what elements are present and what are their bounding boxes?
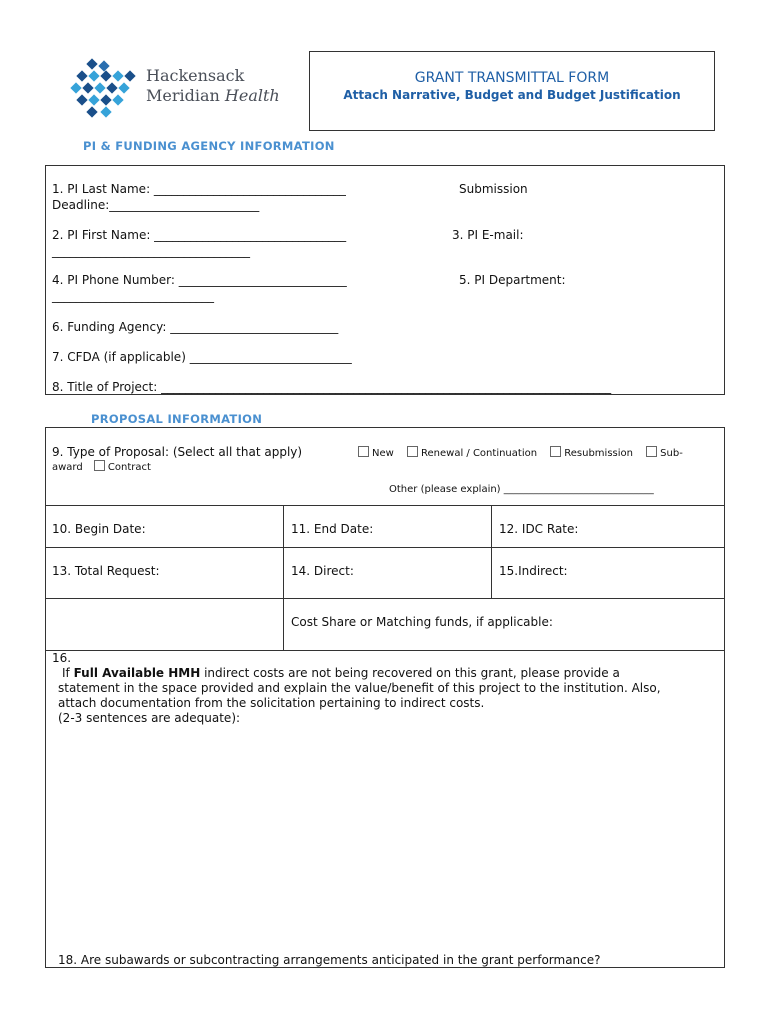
q16-response-area[interactable] [52,730,717,940]
pi-department-field[interactable]: 5. PI Department: [459,273,566,287]
cost-share-field[interactable]: Cost Share or Matching funds, if applicable: [291,615,553,629]
other-explain-field[interactable]: Other (please explain) ______________________________ [389,484,654,495]
deadline-field[interactable]: Deadline:_________________________ [52,198,260,212]
cfda-field[interactable]: 7. CFDA (if applicable) ___________________________ [52,350,352,364]
q16-line-4: (2-3 sentences are adequate): [58,711,241,725]
q16-line-2: statement in the space provided and explain the value/benefit of this project to the institution. Also, [58,681,661,695]
submission-label: Submission [459,182,528,196]
end-date-field[interactable]: 11. End Date: [291,522,374,536]
q16-line-3: attach documentation from the solicitation pertaining to indirect costs. [58,696,485,710]
contract-label: Contract [107,462,151,473]
proposal-options [358,446,683,459]
funding-agency-field[interactable]: 6. Funding Agency: ____________________________ [52,320,339,334]
option-resubmission[interactable]: Resubmission [550,446,633,459]
option-new[interactable]: New [358,446,394,459]
pi-phone-cont: ___________________________ [52,289,214,303]
logo-line-2: Meridian Health [146,86,280,105]
q18-question: 18. Are subawards or subcontracting arrangements anticipated in the grant performance? [58,953,601,967]
indirect-field[interactable]: 15.Indirect: [499,564,568,578]
direct-field[interactable]: 14. Direct: [291,564,354,578]
pi-email-field[interactable]: 3. PI E-mail: [452,228,524,242]
logo-mark-icon [70,58,145,120]
total-request-field[interactable]: 13. Total Request: [52,564,160,578]
pi-first-name-field[interactable]: 2. PI First Name: ________________________________ [52,228,347,242]
logo-text [146,66,280,106]
subaward-checkbox[interactable] [646,446,657,457]
option-subaward[interactable]: Sub- [646,446,683,459]
renewal-checkbox[interactable] [407,446,418,457]
section-proposal-title: PROPOSAL INFORMATION [91,412,263,426]
contract-checkbox[interactable] [94,460,105,471]
column-divider [283,505,284,650]
row-divider [45,598,725,599]
form-title: GRANT TRANSMITTAL FORM [414,70,610,86]
section-pi-funding-title: PI & FUNDING AGENCY INFORMATION [83,139,335,153]
pi-first-name-cont: _________________________________ [52,244,250,258]
row-divider [45,650,725,651]
logo-line-1: Hackensack [146,66,245,85]
form-subtitle: Attach Narrative, Budget and Budget Justification [343,88,681,102]
column-divider [491,505,492,598]
resubmission-checkbox[interactable] [550,446,561,457]
pi-last-name-field[interactable]: 1. PI Last Name: ________________________________ [52,182,346,196]
pi-phone-field[interactable]: 4. PI Phone Number: ____________________________ [52,273,347,287]
option-renewal[interactable]: Renewal / Continuation [407,446,537,459]
type-of-proposal-label: 9. Type of Proposal: (Select all that apply) [52,445,303,459]
title-of-project-field[interactable]: 8. Title of Project: ___________________________________________________________________________ [52,380,612,394]
idc-rate-field[interactable]: 12. IDC Rate: [499,522,579,536]
subaward-contract-row: award Contract [52,462,151,473]
new-checkbox[interactable] [358,446,369,457]
begin-date-field[interactable]: 10. Begin Date: [52,522,146,536]
row-divider [45,505,725,506]
q16-line-1: If Full Available HMH indirect costs are not being recovered on this grant, please provide a [62,666,620,680]
row-divider [45,547,725,548]
q16-number: 16. [52,651,72,665]
